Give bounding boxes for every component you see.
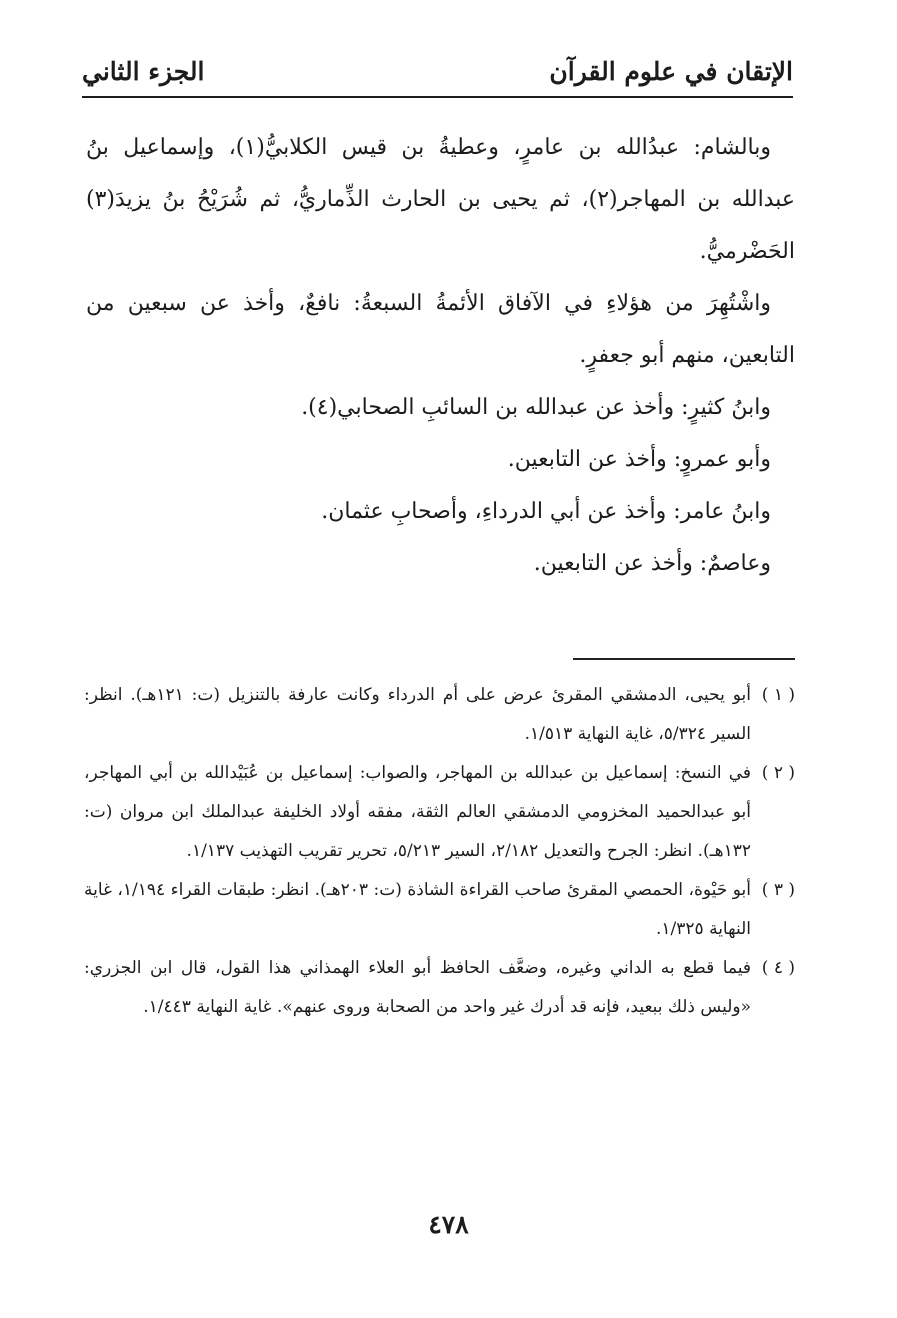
footnote-number: ( ٢ ) <box>761 763 795 783</box>
reader-abu-amr: وأبو عمروٍ: وأخذ عن التابعين. <box>507 447 771 472</box>
footnote-text: فيما قطع به الداني وغيره، وضعَّف الحافظ أبو العلاء الهمذاني هذا القول، قال ابن الجزري: «وليس ذلك ببعيد، فإنه قد أدرك غير واحد من الصحابة وروى عنهم». غاية النهاية ١/٤٤٣. <box>84 958 751 1017</box>
footnote-text: أبو حَيْوة، الحمصي المقرئ صاحب القراءة الشاذة (ت: ٢٠٣هـ). انظر: طبقات القراء ١/١٩٤، غاية النهاية ١/٣٢٥. <box>84 880 751 939</box>
page-number: ٤٧٨ <box>428 1210 469 1239</box>
reader-list <box>86 382 795 590</box>
footnote-2 <box>84 754 795 871</box>
footnote-number: ( ٣ ) <box>761 880 795 900</box>
reader-asim: وعاصمٌ: وأخذ عن التابعين. <box>533 551 771 576</box>
running-header <box>82 52 793 98</box>
footnotes <box>84 676 795 1027</box>
main-text <box>86 122 795 590</box>
reader-ibn-kathir: وابنُ كثيرٍ: وأخذ عن عبدالله بن السائبِ الصحابي(٤). <box>301 395 771 420</box>
footnote-number: ( ٤ ) <box>761 958 795 978</box>
footnote-text: أبو يحيى، الدمشقي المقرئ عرض على أم الدرداء وكانت عارفة بالتنزيل (ت: ١٢١هـ). انظر: السير ٥/٣٢٤، غاية النهاية ١/٥١٣. <box>84 685 751 744</box>
footnote-4 <box>84 949 795 1027</box>
footnote-3 <box>84 871 795 949</box>
part-label: الجزء الثاني <box>82 57 205 86</box>
footnote-number: ( ١ ) <box>761 685 795 705</box>
book-title: الإتقان في علوم القرآن <box>549 57 793 86</box>
paragraph-syria-readers: وبالشام: عبدُالله بن عامرٍ، وعطيةُ بن قيس الكلابيُّ(١)، وإسماعيل بنُ عبدالله بن المهاجر(٢)، ثم يحيى بن الحارث الذِّماريُّ، ثم شُرَيْحُ بنُ يزيدَ(٣) الحَضْرميُّ. <box>86 135 795 264</box>
footnote-1 <box>84 676 795 754</box>
footnote-separator <box>573 658 795 660</box>
footnote-text: في النسخ: إسماعيل بن عبدالله بن المهاجر، والصواب: إسماعيل بن عُبَيْدالله بن أبي المهاجر، أبو عبدالحميد المخزومي الدمشقي العالم الثقة، مفقه أولاد الخليفة عبدالملك ابن مروان (ت: ١٣٢هـ). انظر: الجرح والتعديل ٢/١٨٢، السير ٥/٢١٣، تحرير تقريب التهذيب ١/١٣٧. <box>84 763 751 861</box>
reader-ibn-amir: وابنُ عامر: وأخذ عن أبي الدرداءِ، وأصحابِ عثمان. <box>321 499 771 524</box>
paragraph-seven-imams: واشْتُهِرَ من هؤلاءِ في الآفاق الأئمةُ السبعةُ: نافعٌ، وأخذ عن سبعين من التابعين، منهم أبو جعفرٍ. <box>86 291 795 368</box>
